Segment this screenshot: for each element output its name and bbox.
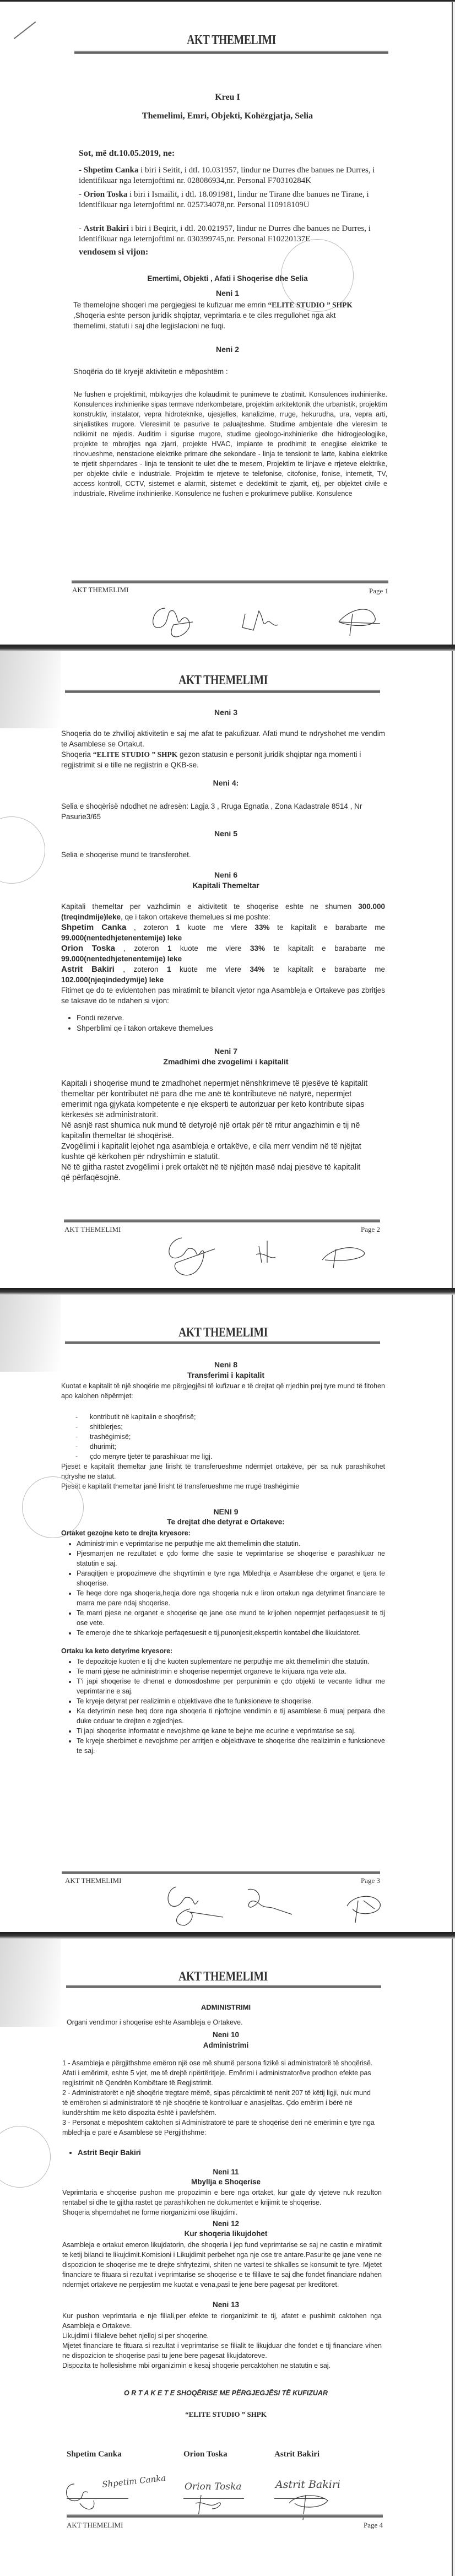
profit-distribution-list [61,1013,385,1033]
article-subtitle: Kapitali Themeltar [192,881,259,890]
article-subtitle: Kur shoqeria likujdohet [184,2229,268,2238]
founder-details: i biri i Seitit, i dtl. 10.031957, lindur ne Durres dhe banues ne Durres, i identifikuar nga leternjoftimi nr. 028086934,nr. Personal F70310284K [79,166,375,185]
article-3-text: Shoqeria do te zhvilloj aktivitetin e saj me afat te pakufizuar. Afati mund te ndryshohet me vendim te Asamblese se Ortakut. Shoqeria “ELITE STUDIO ” SHPK gezon statusin e personit juridik shqiptar nga momenti i regjistrimit si e tille ne regjistrin e QKB-se. [61,729,385,769]
article-subtitle: Zmadhimi dhe zvogelimi i kapitalit [163,1057,289,1066]
list-item: • Administrimin e veprimtarise ne perputhje me akt themelimin dhe statutin. [77,1539,385,1549]
article-title: Neni 12 [212,2220,240,2228]
article-2-intro: Shoqëria do të kryejë aktivitetin e mëposhtëm : [73,367,228,376]
article-subtitle: Mbyllja e Shoqerise [191,2178,261,2186]
article-title: Neni 5 [214,829,237,838]
article-1-text: Te themelojne shoqeri me pergjegjesi te kufizuar me emrin “ELITE STUDIO ” SHPK ,Shoqeria eshte person juridik shqiptar, veprimtaria e te ciles rregullohet nga akt themelimi, statuti i saj dhe legjislacioni ne fuqi. [73,301,353,330]
page-fold-shadow [0,1939,61,2027]
article-7-text: Kapitali i shoqerise mund te zmadhohet nepermjet nënshkrimeve të pjesëve të kapitalit themeltar për kontributet në para dhe me anë të kontributeve në natyrë, nepermjet emerimit nga gjykata kompetente e nje eksperti te autorizuar per keto kontribute sipas kërkesës së administratorit. Në asnjë rast shumica nuk mund të detyrojë një ortak për të rritur angazhimin e tij në kapitalin themeltar të shoqërisë. Zvogëlimi i kapitalit lejohet nga asambleja e ortakëve, e cila merr vendim në të njëjtat kushte që kërkohen për ndryshimin e statutit. Në të gjitha rastet zvogëlimi i prek ortakët në të njëjtën masë ndaj pjesëve të kapitalit që përfaqësojnë. [61,1079,368,1182]
page-4 [0,1939,453,2576]
rights-heading: Ortaket gezojne keto te drejta kryesore: [61,1529,191,1537]
article-4-text: Selia e shoqërisë ndodhet ne adresën: Lagja 3 , Rruga Egnatia , Zona Kadastrale 8514 , Nr Pasurie3/65 [61,802,362,821]
list-item: • T'i japi shoqerise te dhenat e domosdoshme per perpunimin e çdo objekti te vecante lidhur me veprimtarine e saj. [77,1676,385,1696]
admin-intro: Organi vendimor i shoqerise eshte Asambleja e Ortakeve. [67,2018,243,2026]
list-item: • Te depozitoje kuoten e tij dhe kuoten suplementare ne perputhje me akt themelimin dhe statutin. [77,1657,385,1666]
signatory-name: Orion Toska [183,2450,228,2459]
list-item: • Astrit Beqir Bakiri [78,2148,298,2158]
list-item: - dhurimit; [61,1442,370,1452]
founder-details: i biri i Beqirit, i dtl. 20.021957, lindur ne Durres dhe banues ne Durres, i identifikuar nga leternjoftimi nr. 030399745,nr. Personal F10220137E [79,224,371,243]
article-title: Neni 4: [213,778,239,787]
document-title: AKT THEMELIMI [178,673,268,688]
article-title: Neni 10 [212,2031,240,2039]
section-title: Emertimi, Objekti , Afati i Shoqerise dhe Selia [147,274,308,283]
list-item: • Te marri pjese ne administrimin e shoqerise nepermjet organeve te krijuara nga vete ata. [77,1666,385,1676]
article-6-text: Kapitali themeltar per vazhdimin e aktivitetit te shoqerise eshte ne shumen 300.000 (treqindmije)leke, qe i takon ortakeve themelues si me poshte: Shpetim Canka , zoteron 1 kuote me vlere 33% te kapitalit e barabarte me 99.000(nentedhjetenentemije) leke Orion Toska , zoteron 1 kuote me vlere 33% te kapitalit e barabarte me 99.000(nentedhjetenentemije) leke Astrit Bakiri , zoteron 1 kuote me vlere 34% te kapitalit e barabarte me 102.000(njeqindedymije) leke Fitimet qe do te evidentohen pas miratimit te bilancit vjetor nga Asambleja e Ortakeve pas zbritjes se taksave do te ndahen si vijon: [61,902,386,1005]
founder-details: i biri i Ismailit, i dtl. 18.091981, lindur ne Tirane dhe banues ne Tirane, i identifikuar nga leternjoftimi nr. 025734078,nr. Personal I10918109U [79,190,369,209]
chapter-subtitle: Themelimi, Emri, Objekti, Kohëzgjatja, Selia [142,111,313,121]
article-title: Neni 7 [214,1047,237,1056]
staple-mark [14,21,36,39]
article-title: Neni 2 [215,345,239,354]
document-title: AKT THEMELIMI [178,1325,268,1340]
article-12-text: Asambleja e ortakut emeron likujdatorin, dhe shoqeria i jep fund veprimtarise se saj ne castin e miratimit te ketij bilanci te likujdimit.Komisioni i Likujdimit perbehet nga nje ose tre antare.Pasurite qe jane vene ne dispozicion te shoqerise me te drejte shfrytezimi, shiten ne vartesi te shkalles se konsumit te tyre. Mjetet financiare te fituara si rezultat i veprimtarise se shoqerise e te fililave te saj dhe fondet financiare ndahen ndermjet ortakeve ne perpjestim me kuotat e vena,pasi te jene bere pagesat per kreditoret. [62,2241,382,2288]
article-subtitle: Te drejtat dhe detyrat e Ortakeve: [167,1518,285,1526]
list-item: • Shperblimi qe i takon ortakeve themelues [77,1023,385,1033]
founder-entry: - Astrit Bakiri i biri i Beqirit, i dtl. 20.021957, lindur ne Durres dhe banues ne Durres, i identifikuar nga leternjoftimi nr. 030399745,nr. Personal F10220137E [79,224,371,243]
signatory-name: Shpetim Canka [67,2450,122,2459]
footer-rule [62,1871,380,1874]
list-item: - trashëgimisë; [61,1432,370,1442]
company-name: “ELITE STUDIO ” SHPK [93,750,178,759]
article-title: Neni 1 [215,289,239,297]
article-subtitle: Administrimi [203,2041,249,2049]
list-item: - çdo mënyre tjetër të parashikuar me ligj. [61,1452,370,1462]
founder-name: Shpetim Canka [83,166,139,175]
list-item: - kontributit në kapitalin e shoqërisë; [61,1412,370,1422]
list-item: • Fondi rezerve. [77,1013,385,1023]
document-title: AKT THEMELIMI [178,1969,268,1984]
article-title: Neni 6 [214,870,237,879]
company-name: “ELITE STUDIO ” SHPK [268,301,353,309]
list-item: • Te heqe dore nga shoqeria,heqja dore nga shoqeria nuk e liron ortakun nga detyrimet financiare te marra me pare ndaj shoqerise. [77,1588,385,1608]
footer-label: AKT THEMELIMI [72,586,129,594]
chapter-label: Kreu I [215,93,240,102]
article-title: Neni 3 [214,708,237,717]
list-item: • Paraqitjen e propozimeve dhe shqyrtimin e tyre nga Mbledhja e Asamblese dhe organet e tjera te shoqerise. [77,1568,385,1588]
scan-edge [0,1288,455,1295]
scan-edge [0,1932,455,1939]
transfer-methods-list [61,1412,370,1462]
article-title: Neni 11 [213,2168,239,2176]
list-item: • Pjesmarrjen ne rezultatet e çdo forme dhe sasie te veprimtarise se shoqerise e parashikuar ne statutin e saj. [77,1549,385,1568]
list-item: • Te kryeje detyrat per realizimin e objektivave dhe te funksioneve te shoqerise. [77,1696,385,1706]
footer-rule [64,1219,380,1222]
signatory-name: Astrit Bakiri [274,2450,320,2459]
founder-name: Astrit Bakiri [83,224,129,233]
list-item: - shitblerjes; [61,1422,370,1432]
article-5-text: Selia e shoqerise mund te transferohet. [61,851,191,859]
article-8-intro: Kuotat e kapitalit të një shoqërie me përgjegjësi të kufizuar e të drejtat që rrjedhin prej tyre mund të fitohen apo kalohen nëpërmjet: [61,1382,385,1400]
duties-heading: Ortaku ka keto detyrime kryesore: [61,1647,173,1655]
footer-rule [67,2514,383,2518]
footer-label: AKT THEMELIMI [64,1225,121,1233]
header-rule [65,690,380,693]
handwritten-name: Shpetim Canka [101,2472,166,2490]
founder-entry: - Shpetim Canka i biri i Seitit, i dtl. 10.031957, lindur ne Durres dhe banues ne Durres, i identifikuar nga leternjoftimi nr. 028086934,nr. Personal F70310284K [79,166,375,185]
share-entry: Astrit Bakiri , zoteron 1 kuote me vlere 34% te kapitalit e barabarte me 102.000(njeqindedymije) leke [61,965,386,984]
article-11-text: Veprimtaria e shoqerise pushon me propozimin e bere nga ortaket, kur gjate dy vjeteve nuk rezulton rentabel si dhe te gjitha rastet qe parashikohen ne dokumentet e krijimit te shoqerise. Shoqeria shperndahet ne forme riorganizimi ose likujdimi. [62,2189,382,2216]
decision-line: vendosem si vijon: [79,247,149,257]
initials-signatures [165,1884,386,1928]
closing-heading: O R T A K E T E SHOQËRISE ME PËRGJEGJËSI TË KUFIZUAR [124,2389,328,2397]
list-item: • Te marri pjese ne organet e shoqerise qe jane ose mund te krijohen nepermjet perfaqesuesit te tij ose vete. [77,1608,385,1628]
article-title: Neni 13 [212,2301,240,2309]
handwritten-name: Orion Toska [185,2481,242,2492]
page-fold-shadow [0,651,61,728]
duties-list [61,1657,385,1756]
article-13-text: Kur pushon veprimtaria e nje filiali,per efekte te riorganizimit te tij, afatet e pushimit caktohen nga Asambleja e Ortakeve. Likujdimi i filialeve behet njelloj si per shoqerine. Mjetet financiare te fituara si rezultat i veprimtarise se filialit te likujduar dhe fondet e tij financiare vihen ne dispozicion te shoqerise pasi tu jene bere pagesat likujdatoreve. Dispozita te hollesishme mbi organizimin e kesaj shoqerie percaktohen ne statutin e saj. [62,2312,382,2369]
scan-edge [0,645,455,651]
article-10-text: 1 - Asambleja e përgjithshme emëron një ose më shumë persona fizikë si administratorë të shoqërisë. Afati i emërimit, eshte 5 vjet, me të drejtë ripërtëritjeje. Emërimi i administratorëve prodhon efekte pas regjistrimit në Qendrën Kombëtare të Regjistrimit. 2 - Administratorët e një shoqërie tregtare mëmë, sipas përcaktimit të nenit 207 të këtij ligji, nuk mund të emërohen si administratorë të një shoqërie të kontrolluar e anasjelltas. Çdo emërim i bërë në kundërshtim me këto dispozita është i pavlefshëm. 3 - Personat e mëposhtëm caktohen si Administratorë të parë të shoqërisë deri në emërimin e tyre nga mbledhja e parë e Asamblesë së Përgjithshme: [62,2059,375,2136]
list-item: • Ka detyrimin nese heq dore nga shoqeria ti njoftojne vendimin e tij asamblese 6 muaj perpara dhe duke ceduar te drejten e zgjedhjes. [77,1706,385,1726]
founder-entry: - Orion Toska i biri i Ismailit, i dtl. 18.091981, lindur ne Tirane dhe banues ne Tirane, i identifikuar nga leternjoftimi nr. 025734078,nr. Personal I10918109U [79,190,369,209]
article-2-text: Ne fushen e projektimit, mbikqyrjes dhe kolaudimit te punimeve te zbatimit. Konsulences inxhinierike. Konsulences inxhinierike sipas termave nderkombetare, projektim arkitektonik dhe urbanistik, projektim konstruktiv, instalator, vepra hidroteknike, ujesjelles, kanalizime, rruge, hekurudha, ura, vepra arti, sinjalistikes rrugore. Vleresimit te pasurive te paluajteshme. Studime ambjentale dhe vleresim te ndikimit ne mjedis. Auditim i sigurise rrugore, studime gjeologo-inxhinierike dhe hidrogjeologjike, projekte te mbrojtjes nga zjarri, projekte HVAC, impiante te prodhimit te enegjise elektrike te rinovueshme, nenstacione elektrike primare dhe sekondare - linja te tensionit te larte, kabina elektrike te rrjetit shperndares - linja te tensionit te ulet dhe te mesem, Projektim te linjave e rrjeteve elektrike, per objekte civile e industriale. Projektim te rrjeteve te telefonise, citofonise, fonise, internetit, TV, access kontroll, CCTV, sistemet e alarmit, sistemet e dedektimit te zjarrit, etj, per objektet civile e industriale. Rivelime inxhinierike. Konsulence ne fushen e prokurimeve publike. Konsulence [73,391,387,497]
handwritten-name: Astrit Bakiri [275,2478,340,2491]
header-rule [66,1985,381,1988]
rights-list [61,1539,385,1638]
list-item: • Te emeroje dhe te shkarkoje perfaqesuesit e tij,punonjesit,ekspertin kontabel dhe likuidatoret. [77,1628,385,1638]
administrators-list [62,2148,298,2158]
article-title: Neni 8 [214,1360,237,1369]
list-item: • Te kryeje sherbimet e nevojshme per arritjen e objektivave te shoqerise dhe realizimin e funksioneve te saj. [77,1736,385,1756]
header-rule [65,1341,380,1344]
article-subtitle: Transferimi i kapitalit [187,1371,265,1379]
footer-label: AKT THEMELIMI [67,2521,123,2529]
intro-line: Sot, më dt.10.05.2019, ne: [79,149,175,158]
article-8-text: Pjesët e kapitalit themeltar janë lirisht të transferueshme ndërmjet ortakëve, për sa nuk parashikohet ndryshe ne statut. Pjesët e kapitalit themeltar janë lirisht të transferueshme me rrugë trashëgimie [61,1463,385,1490]
page-2 [0,651,453,1288]
initials-signatures [149,597,391,641]
closing-company: “ELITE STUDIO ” SHPK [185,2410,267,2418]
founder-name: Orion Toska [83,190,128,199]
page-3 [0,1295,453,1932]
share-entry: Shpetim Canka , zoteron 1 kuote me vlere 33% te kapitalit e barabarte me 99.000(nentedhjetenentemije) leke [61,923,385,942]
document-title: AKT THEMELIMI [187,33,276,47]
header-rule [74,51,388,54]
section-heading: ADMINISTRIMI [201,2003,251,2011]
article-title: NENI 9 [213,1507,239,1516]
page-number: Page 4 [363,2521,383,2529]
list-item: • Ti japi shoqerise informatat e nevojshme qe kane te bejne me ecurine e veprimtarise se saj. [77,1726,385,1736]
page-number: Page 3 [360,1876,380,1885]
share-entry: Orion Toska , zoteron 1 kuote me vlere 33% te kapitalit e barabarte me 99.000(nentedhjetenentemije) leke [61,944,385,963]
initials-signatures [165,1235,375,1279]
footer-rule [72,580,388,583]
footer-label: AKT THEMELIMI [65,1876,122,1885]
page-1 [0,2,453,645]
page-number: Page 2 [360,1225,380,1233]
page-number: Page 1 [369,587,388,595]
